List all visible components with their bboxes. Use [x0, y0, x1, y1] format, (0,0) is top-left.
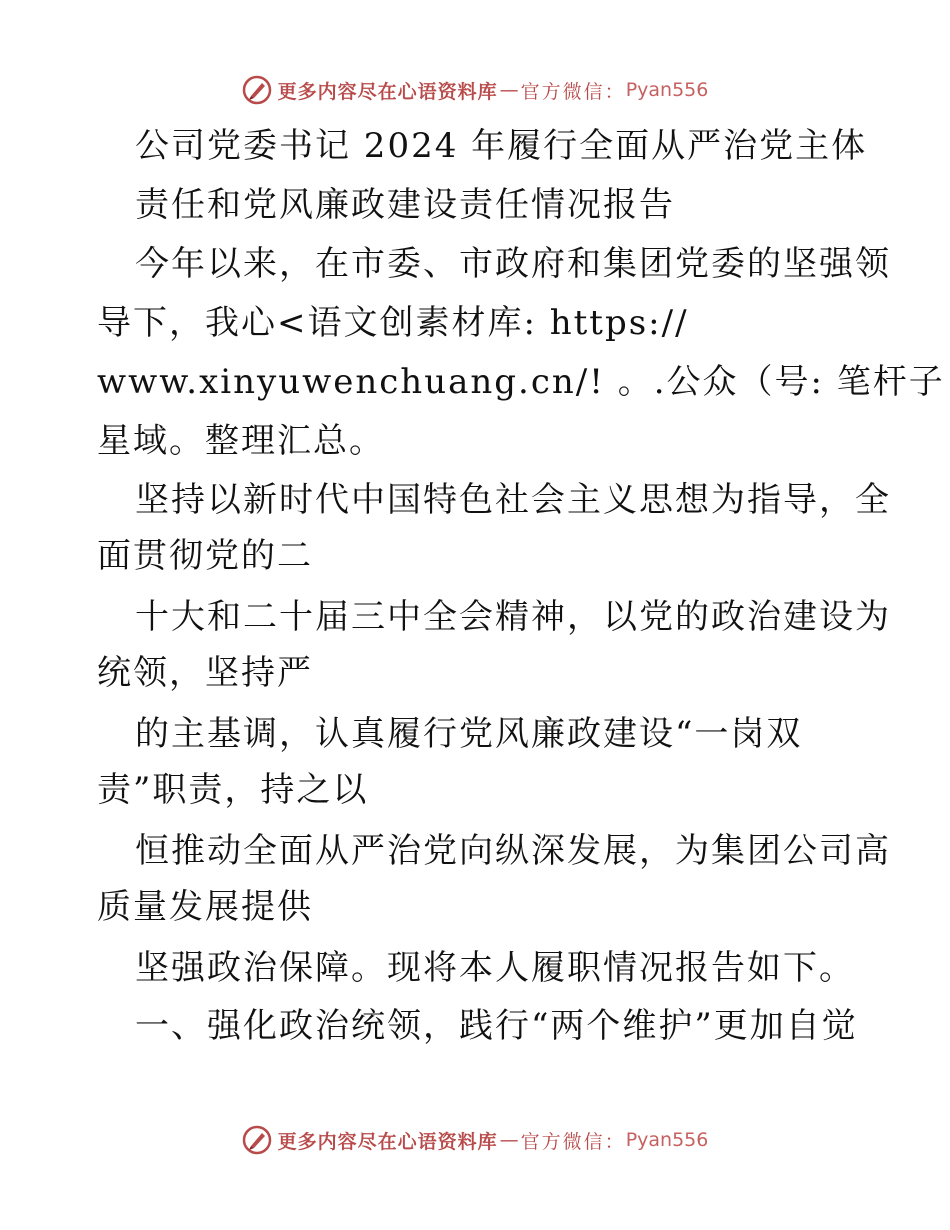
body-line: 的主基调，认真履行党风廉政建设“一岗双	[135, 714, 803, 754]
body-line: 恒推动全面从严治党向纵深发展，为集团公司高	[135, 831, 891, 871]
watermark-wechat-label: 官方微信：	[520, 1130, 626, 1153]
doc-title-line-2: 责任和党风廉政建设责任情况报告	[135, 185, 675, 225]
doc-title-line-1: 公司党委书记 2024 年履行全面从严治党主体	[135, 126, 868, 166]
watermark-dash: —	[499, 1129, 519, 1151]
watermark-dash: —	[499, 79, 519, 101]
body-line: 导下，我心<语文创素材库: https://	[97, 303, 689, 343]
body-line: www.xinyuwenchuang.cn/! 。.公众（号: 笔杆子	[97, 362, 945, 402]
pen-logo-icon	[242, 75, 272, 105]
pen-logo-icon	[242, 1125, 272, 1155]
body-line: 质量发展提供	[97, 887, 313, 927]
body-line: 坚强政治保障。现将本人履职情况报告如下。	[135, 948, 855, 988]
body-line: 面贯彻党的二	[97, 536, 313, 576]
body-line: 责”职责，持之以	[97, 770, 369, 810]
section-heading-1: 一、强化政治统领，践行“两个维护”更加自觉	[135, 1006, 858, 1046]
body-line: 统领，坚持严	[97, 653, 313, 693]
body-line: 坚持以新时代中国特色社会主义思想为指导，全	[135, 480, 891, 520]
watermark-footer	[0, 1120, 950, 1160]
watermark-wechat-id: Pyan556	[625, 1129, 709, 1151]
watermark-brand: 更多内容尽在心语资料库	[277, 80, 498, 103]
watermark-wechat-label: 官方微信：	[520, 80, 626, 103]
watermark-brand: 更多内容尽在心语资料库	[277, 1130, 498, 1153]
body-line: 星域。整理汇总。	[97, 421, 385, 461]
body-line: 十大和二十届三中全会精神，以党的政治建设为	[135, 597, 891, 637]
watermark-header	[0, 70, 950, 110]
watermark-wechat-id: Pyan556	[625, 79, 709, 101]
body-line: 今年以来，在市委、市政府和集团党委的坚强领	[135, 244, 891, 284]
